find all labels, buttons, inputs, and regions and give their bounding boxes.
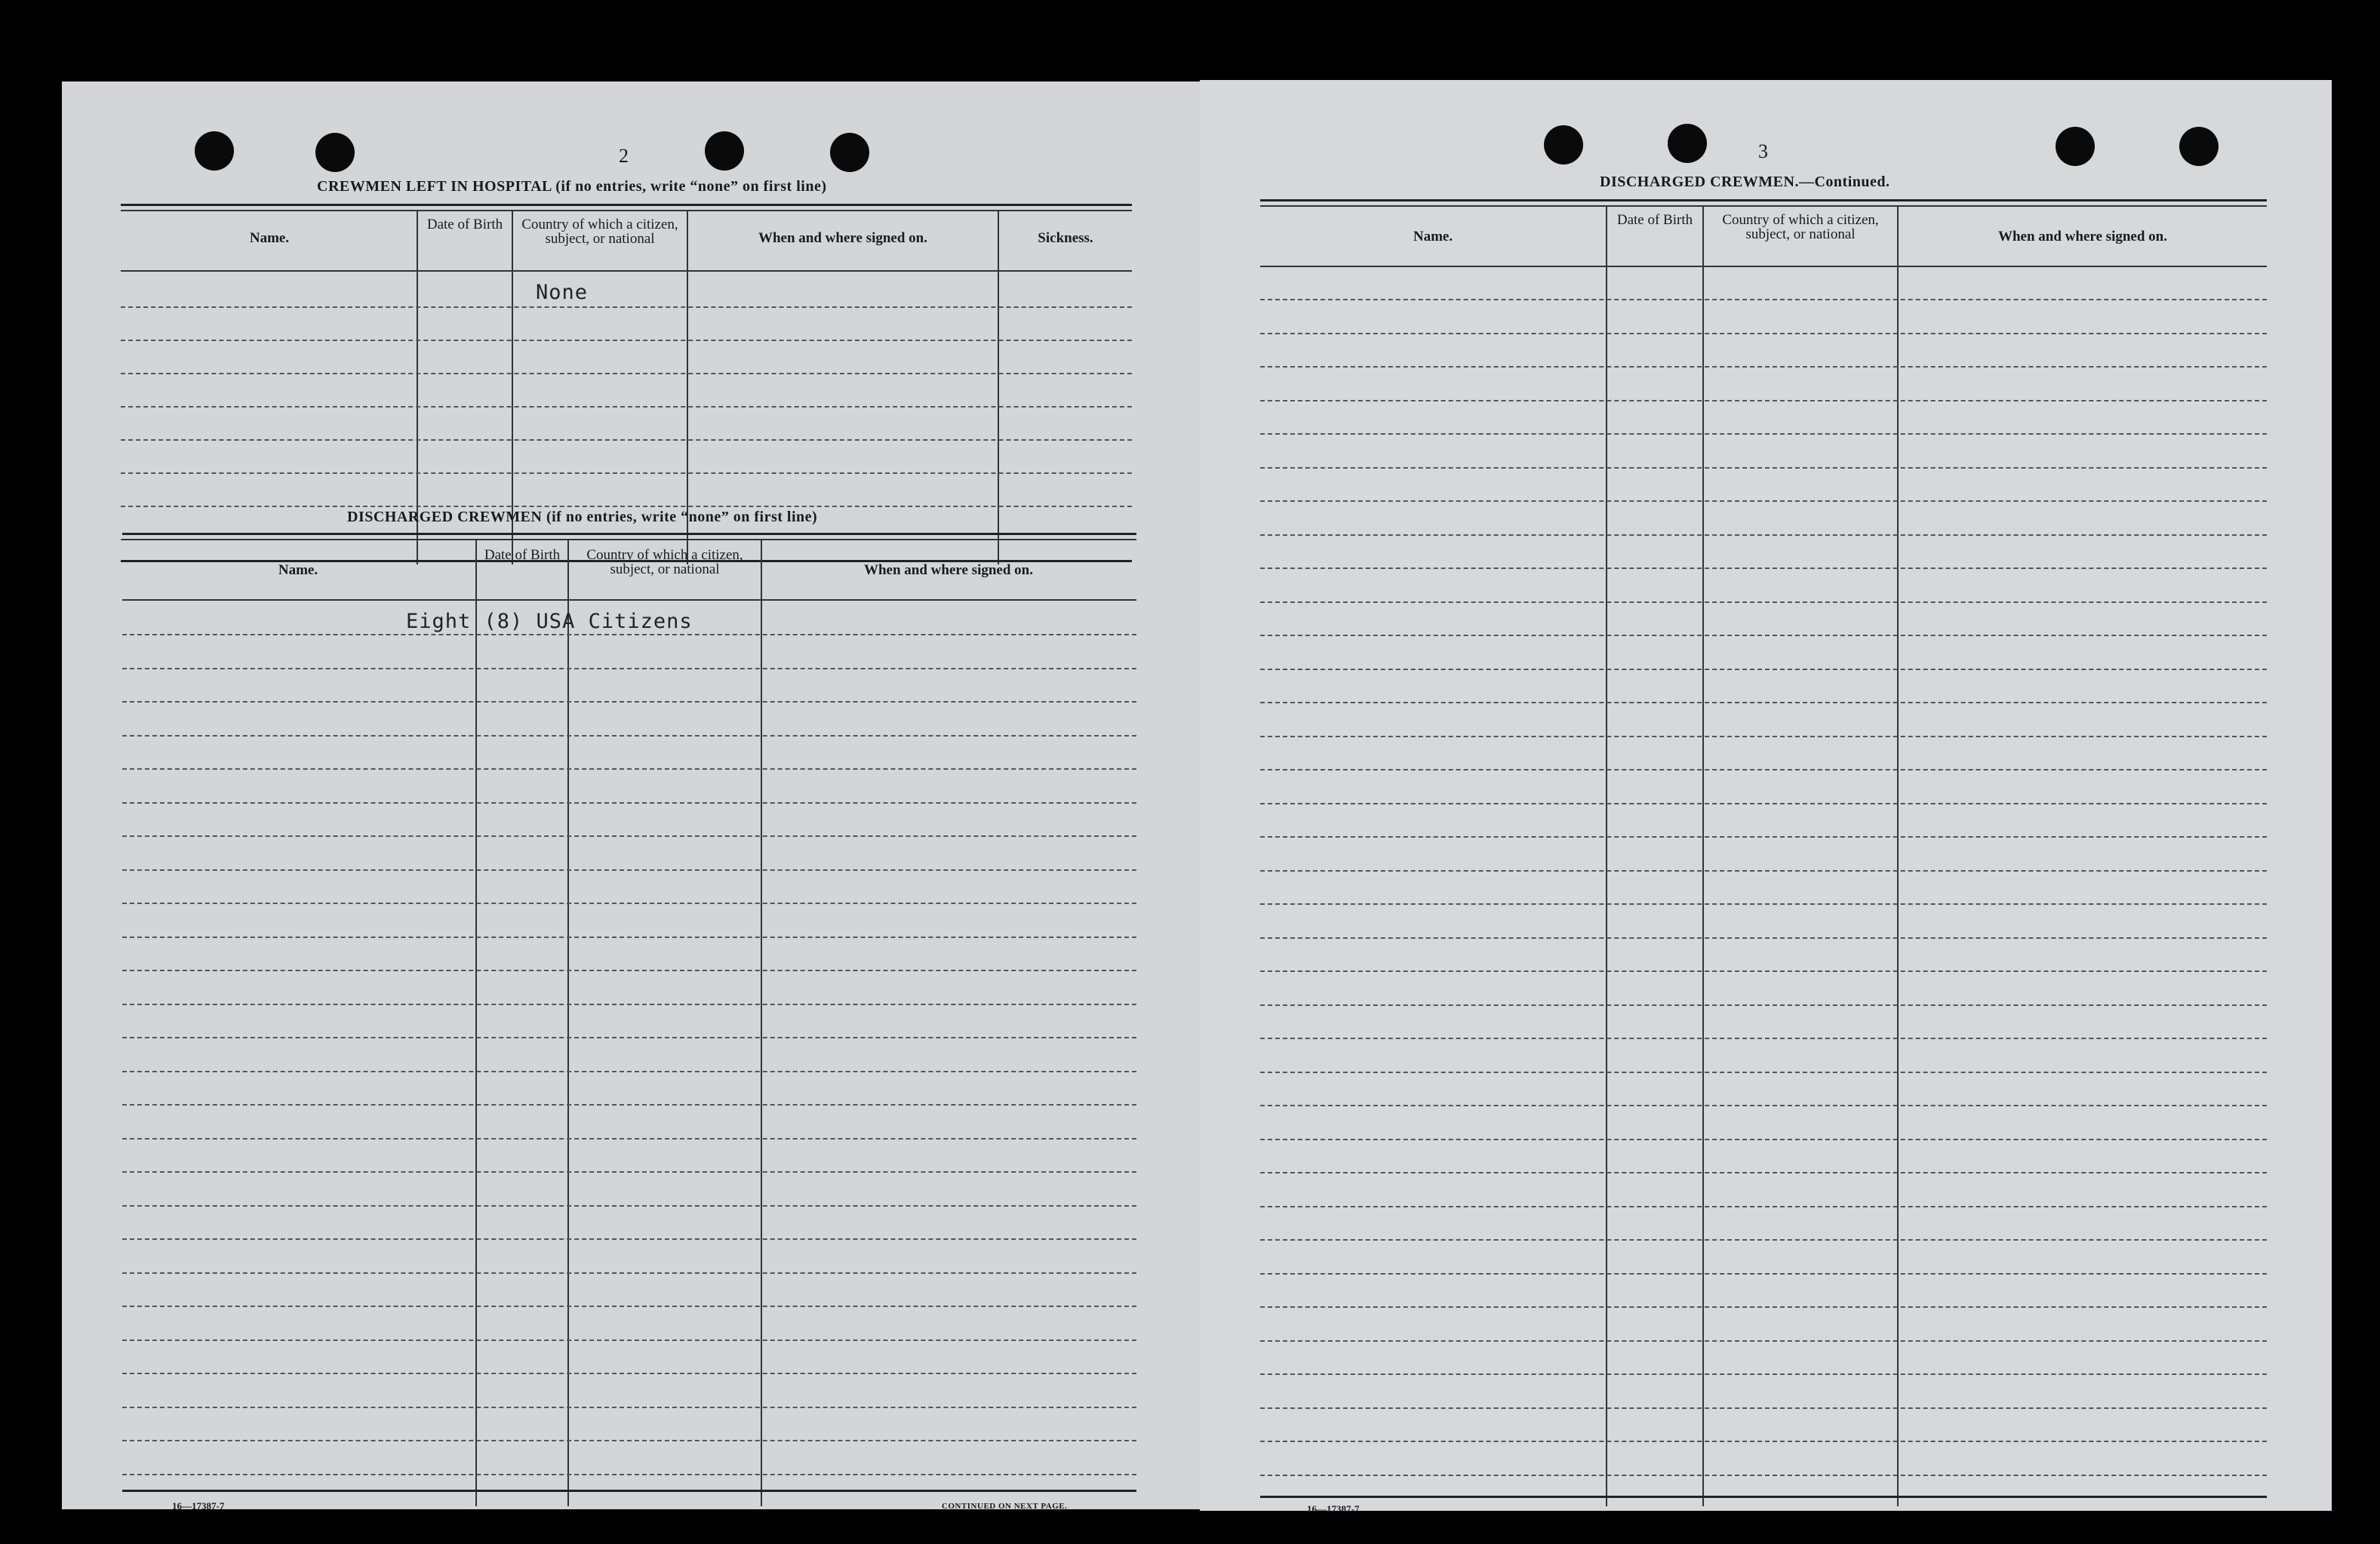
page-number: 3	[1758, 140, 1768, 162]
rule	[1260, 199, 2267, 201]
entry-line	[1260, 970, 2267, 972]
entry-line	[1260, 803, 2267, 804]
entry-line	[122, 970, 1136, 971]
entry-line	[1260, 1407, 2267, 1409]
entry-line	[121, 506, 1132, 507]
entry-line	[122, 1205, 1136, 1207]
entry-line	[122, 634, 1136, 635]
entry-line	[1260, 601, 2267, 603]
rule	[122, 533, 1136, 535]
entry-line	[122, 1339, 1136, 1341]
entry-line	[1260, 1239, 2267, 1241]
entry-line	[1260, 366, 2267, 368]
entry-line	[122, 735, 1136, 737]
entry-line	[1260, 467, 2267, 469]
entry-line	[1260, 1273, 2267, 1275]
rule	[121, 210, 1132, 211]
entry-line	[1260, 736, 2267, 737]
punch-hole	[830, 133, 869, 172]
rule	[122, 599, 1136, 601]
discharged-continued-title: DISCHARGED CREWMEN.—Continued.	[1600, 174, 1890, 190]
entry-line	[122, 1171, 1136, 1173]
entry-line	[1260, 1340, 2267, 1342]
punch-hole	[1668, 124, 1707, 163]
entry-line	[122, 1104, 1136, 1106]
punch-hole	[1544, 125, 1583, 165]
column-header-country: Country of which a citizen, subject, or national	[1722, 212, 1879, 242]
punch-hole	[705, 131, 744, 171]
entry-line	[1260, 1172, 2267, 1173]
column-divider	[1897, 207, 1899, 1506]
column-divider	[1606, 207, 1607, 1506]
entry-line	[122, 768, 1136, 770]
entry-line	[1260, 1475, 2267, 1476]
entry-line	[121, 439, 1132, 441]
entry-line	[122, 802, 1136, 804]
entry-line	[1260, 1038, 2267, 1039]
entry-line	[1260, 937, 2267, 939]
entry-line	[1260, 1105, 2267, 1106]
entry-line	[122, 701, 1136, 703]
form-number: 16—17387-7	[1307, 1503, 1360, 1515]
hospital-entry: None	[536, 281, 589, 304]
entry-line	[122, 1138, 1136, 1140]
rule	[122, 1490, 1136, 1492]
column-divider	[998, 211, 999, 564]
entry-line	[1260, 870, 2267, 872]
entry-line	[122, 1272, 1136, 1274]
rule	[1260, 1496, 2267, 1498]
column-divider	[475, 540, 477, 1506]
entry-line	[1260, 400, 2267, 401]
column-header-country: Country of which a citizen, subject, or national	[586, 547, 743, 577]
hospital-section-title: CREWMEN LEFT IN HOSPITAL (if no entries, write “none” on first line)	[317, 178, 827, 195]
entry-line	[1260, 299, 2267, 300]
entry-line	[1260, 1072, 2267, 1073]
column-header-when-where: When and where signed on.	[758, 230, 927, 246]
column-header-date-of-birth: Date of Birth	[484, 547, 561, 563]
entry-line	[122, 668, 1136, 669]
entry-line	[121, 306, 1132, 308]
entry-line	[122, 1004, 1136, 1005]
entry-line	[122, 1407, 1136, 1408]
rule	[121, 204, 1132, 206]
entry-line	[122, 1474, 1136, 1475]
discharged-entry: Eight (8) USA Citizens	[406, 610, 693, 633]
right-page	[1200, 80, 2332, 1515]
entry-line	[121, 472, 1132, 474]
entry-line	[1260, 1004, 2267, 1006]
entry-line	[122, 1440, 1136, 1441]
column-header-country: Country of which a citizen, subject, or national	[521, 217, 678, 247]
entry-line	[122, 1238, 1136, 1240]
entry-line	[122, 1373, 1136, 1374]
column-header-sickness: Sickness.	[1038, 230, 1093, 246]
entry-line	[1260, 903, 2267, 905]
entry-line	[122, 903, 1136, 904]
entry-line	[122, 869, 1136, 871]
column-header-date-of-birth: Date of Birth	[1616, 212, 1693, 228]
entry-line	[122, 1037, 1136, 1038]
entry-line	[1260, 1139, 2267, 1140]
column-header-name: Name.	[249, 230, 290, 246]
entry-line	[122, 1071, 1136, 1072]
column-header-name: Name.	[1413, 229, 1453, 245]
column-header-when-where: When and where signed on.	[1997, 229, 2167, 245]
entry-line	[121, 406, 1132, 408]
column-header-date-of-birth: Date of Birth	[426, 217, 503, 232]
entry-line	[1260, 567, 2267, 569]
rule	[122, 539, 1136, 540]
entry-line	[122, 1306, 1136, 1307]
continued-note: CONTINUED ON NEXT PAGE.	[942, 1502, 1068, 1511]
punch-hole	[2056, 127, 2095, 166]
entry-line	[1260, 702, 2267, 703]
left-page	[62, 82, 1209, 1512]
entry-line	[121, 373, 1132, 374]
entry-line	[1260, 669, 2267, 670]
entry-line	[122, 937, 1136, 938]
entry-line	[1260, 1441, 2267, 1442]
column-header-name: Name.	[278, 562, 318, 578]
column-divider	[567, 540, 569, 1506]
entry-line	[1260, 1306, 2267, 1308]
entry-line	[1260, 635, 2267, 636]
column-divider	[1702, 207, 1704, 1506]
entry-line	[121, 340, 1132, 341]
rule	[1260, 266, 2267, 267]
entry-line	[1260, 1373, 2267, 1375]
entry-line	[1260, 836, 2267, 838]
entry-line	[1260, 433, 2267, 435]
entry-line	[1260, 333, 2267, 334]
form-number: 16—17387-7	[172, 1500, 225, 1512]
punch-hole	[2179, 127, 2219, 166]
punch-hole	[195, 131, 234, 171]
discharged-section-title: DISCHARGED CREWMEN (if no entries, write “none” on first line)	[347, 509, 818, 525]
rule	[121, 270, 1132, 272]
page-number: 2	[619, 145, 629, 167]
entry-line	[1260, 500, 2267, 502]
punch-hole	[315, 133, 355, 172]
column-divider	[761, 540, 762, 1506]
rule	[1260, 205, 2267, 207]
entry-line	[1260, 1206, 2267, 1207]
entry-line	[1260, 534, 2267, 536]
entry-line	[122, 835, 1136, 837]
entry-line	[1260, 769, 2267, 770]
column-header-when-where: When and where signed on.	[863, 562, 1033, 578]
